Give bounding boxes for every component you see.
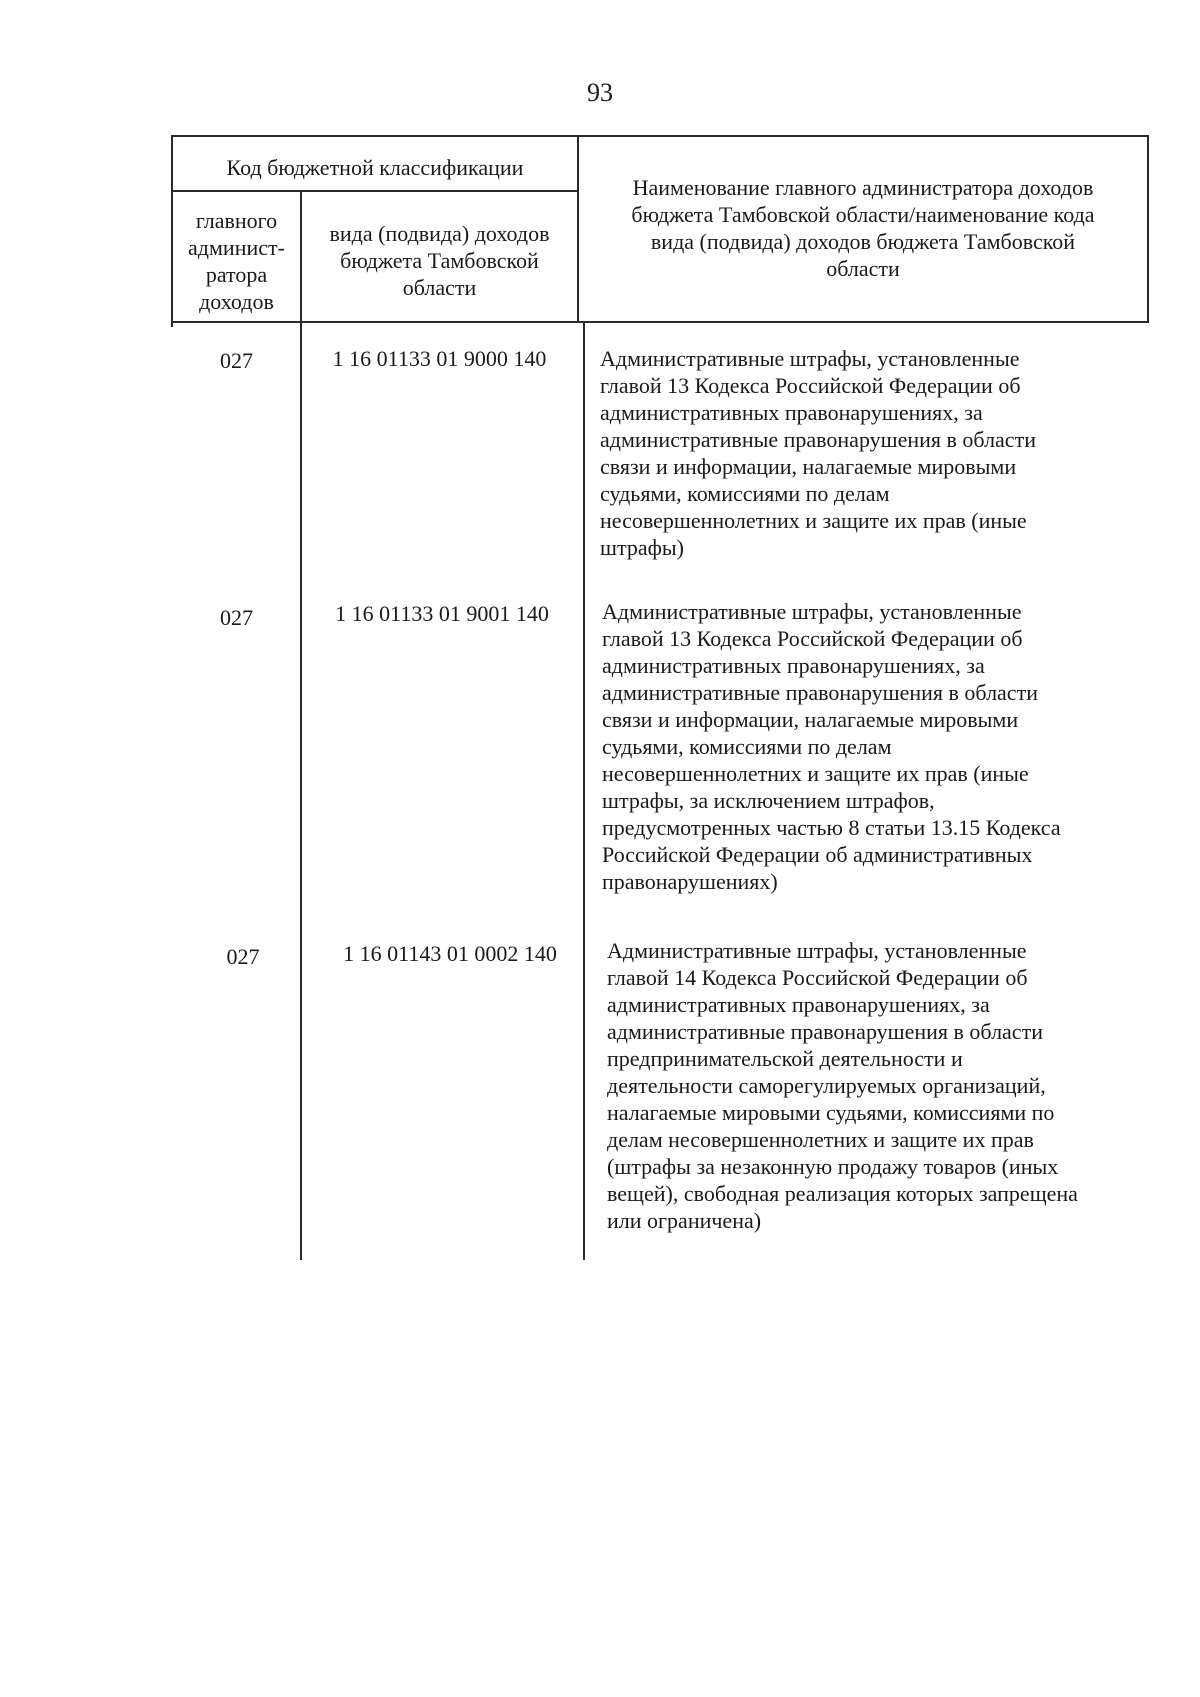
row1-income-code: 1 16 01133 01 9000 140 bbox=[332, 346, 547, 371]
row3-admin-code: 027 bbox=[226, 944, 260, 969]
header-col-admin: главного админист- ратора доходов bbox=[188, 208, 285, 314]
header-right-border bbox=[1147, 135, 1149, 321]
header-top-border bbox=[171, 135, 1149, 137]
row1-description: Административные штрафы, установленные главой 13 Кодекса Российской Федерации об административных правонарушениях, за административные правонарушения в области связи и информации, налагаемые мировыми судьями, комиссиями по делам несовершеннолетних и защите их прав (иные штрафы) bbox=[600, 346, 1036, 560]
page-number: 93 bbox=[587, 78, 613, 107]
row1-admin-code: 027 bbox=[220, 348, 253, 373]
row3-income-code: 1 16 01143 01 0002 140 bbox=[343, 941, 557, 966]
header-group-divider bbox=[171, 190, 579, 192]
column-divider-2-body bbox=[583, 323, 585, 1260]
header-bottom-border bbox=[171, 321, 1149, 323]
row3-description: Административные штрафы, установленные главой 14 Кодекса Российской Федерации об административных правонарушениях, за административные правонарушения в области предпринимательской деятельности и деятельности саморегулируемых организаций, налагаемые мировыми судьями, комиссиями по делам несовершеннолетних и защите их прав (штрафы за незаконную продажу товаров (иных вещей), свободная реализация которых запрещена или ограничена) bbox=[607, 938, 1078, 1233]
header-group-title: Код бюджетной классификации bbox=[226, 155, 524, 180]
header-col-income-code: вида (подвида) доходов бюджета Тамбовской области bbox=[329, 221, 550, 300]
row2-description: Административные штрафы, установленные главой 13 Кодекса Российской Федерации об административных правонарушениях, за административные правонарушения в области связи и информации, налагаемые мировыми судьями, комиссиями по делам несовершеннолетних и защите их прав (иные штрафы, за исключением штрафов, предусмотренных частью 8 статьи 13.15 Кодекса Российской Федерации об административных правонарушениях) bbox=[602, 599, 1061, 894]
header-col-name: Наименование главного администратора доходов бюджета Тамбовской области/наименование кода вида (подвида) доходов бюджета Тамбовской области bbox=[631, 175, 1095, 281]
row2-admin-code: 027 bbox=[220, 605, 253, 630]
row2-income-code: 1 16 01133 01 9001 140 bbox=[335, 601, 549, 626]
